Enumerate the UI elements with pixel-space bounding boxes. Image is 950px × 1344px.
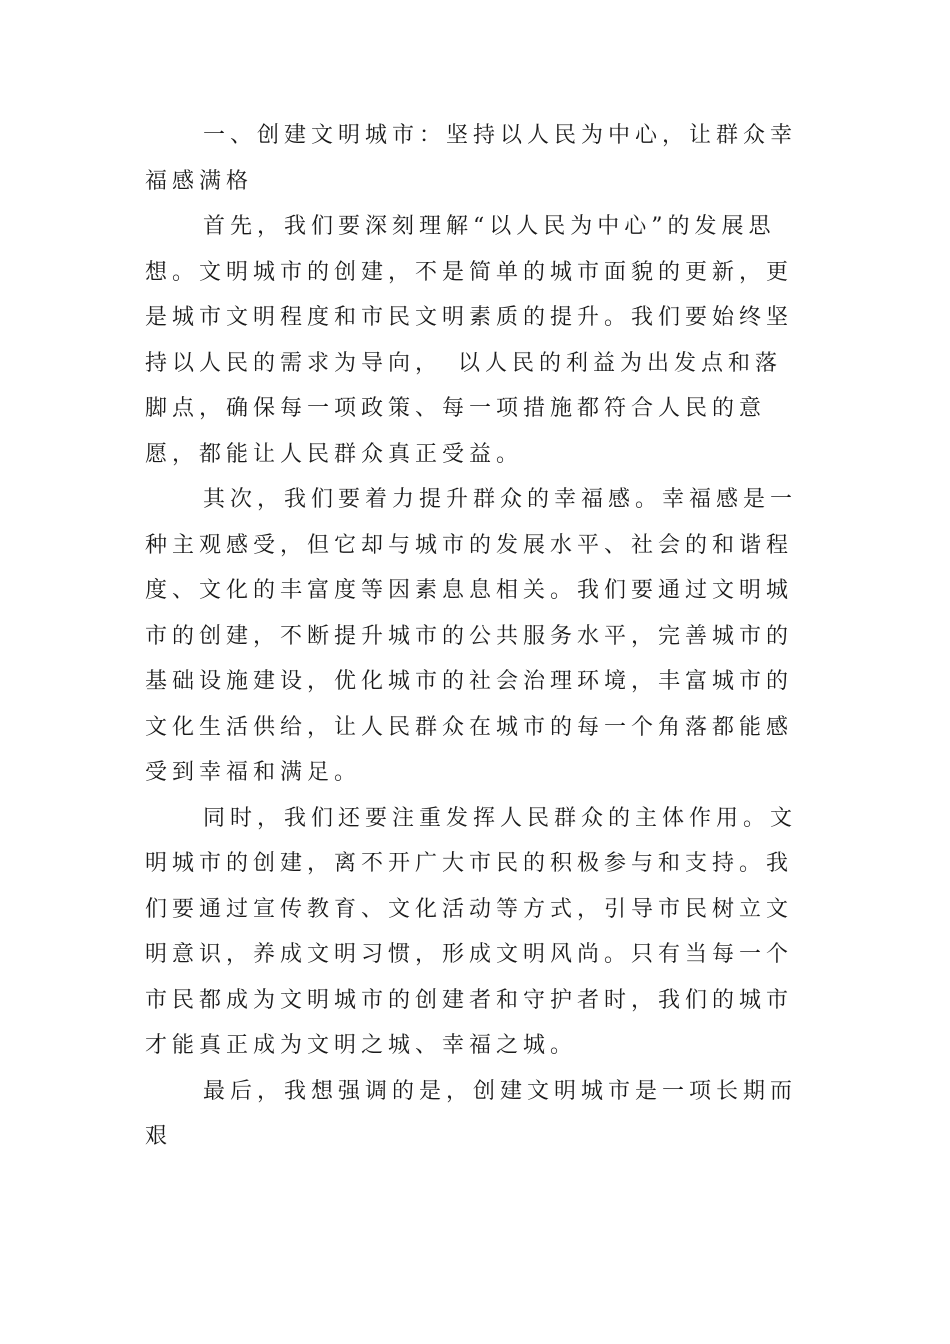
paragraph-1: 首先，我们要深刻理解“以人民为中心”的发展思想。文明城市的创建，不是简单的城市面貌的更新，更是城市文明程度和市民文明素质的提升。我们要始终坚持以人民的需求为导向， 以人民的利益为出发点和落脚点，确保每一项政策、每一项措施都符合人民的意愿，都能让人民群众真正受益。 — [145, 214, 794, 467]
paragraph-3: 同时，我们还要注重发挥人民群众的主体作用。文明城市的创建，离不开广大市民的积极参与和支持。我们要通过宣传教育、文化活动等方式，引导市民树立文明意识，养成文明习惯，形成文明风尚。只有当每一个市民都成为文明城市的创建者和守护者时，我们的城市才能真正成为文明之城、幸福之城。 — [145, 805, 798, 1058]
paragraph-2: 其次，我们要着力提升群众的幸福感。幸福感是一种主观感受，但它却与城市的发展水平、社会的和谐程度、文化的丰富度等因素息息相关。我们要通过文明城市的创建，不断提升城市的公共服务水平，完善城市的基础设施建设，优化城市的社会治理环境，丰富城市的文化生活供给，让人民群众在城市的每一个角落都能感受到幸福和满足。 — [145, 487, 798, 785]
document-body — [145, 113, 805, 1160]
section-heading: 一、创建文明城市：坚持以人民为中心，让群众幸福感满格 — [145, 123, 798, 194]
paragraph-4: 最后，我想强调的是，创建文明城市是一项长期而艰 — [145, 1078, 798, 1149]
